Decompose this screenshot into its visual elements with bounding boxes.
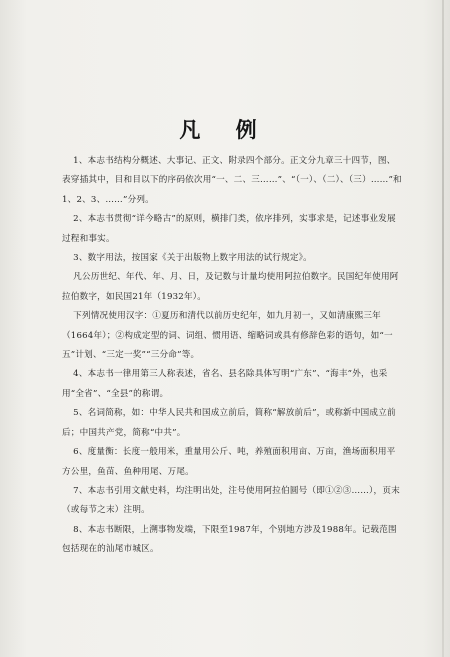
page-edge-shadow <box>442 0 444 657</box>
item-4: 4、本志书一律用第三人称表述，省名、县名除具体写明“广东”、“海丰”外，也采用“全省”、“全县”的称谓。 <box>62 369 388 399</box>
item-5: 5、名词简称，如：中华人民共和国成立前后，简称“解放前后”，或称新中国成立前后；中国共产党，简称“中共”。 <box>62 408 396 438</box>
conventions-body <box>62 152 402 560</box>
item-3-chinese-chars: 下列情况使用汉字：①夏历和清代以前历史纪年，如九月初一，又如清康熙三年（1664年）；②构成定型的词、词组、惯用语、缩略词或具有修辞色彩的语句，如“一五”计划、“三定一奖”“三分命”等。 <box>62 311 393 361</box>
item-6: 6、度量衡：长度一般用米，重量用公斤、吨，养殖面积用亩、万亩，渔场面积用平方公里，鱼苗、鱼种用尾、万尾。 <box>62 447 396 477</box>
page-title: 凡 例 <box>179 117 271 142</box>
item-2: 2、本志书贯彻“详今略古”的原则，横排门类，依序排列，实事求是，记述事业发展过程和事实。 <box>62 214 396 244</box>
item-7: 7、本志书引用文献史料，均注明出处，注号使用阿拉伯圆号（即①②③……），页末（或每节之末）注明。 <box>62 485 400 516</box>
item-8: 8、本志书断限，上溯事物发端，下限至1987年，个别地方涉及1988年。记载范围包括现在的汕尾市城区。 <box>62 524 397 555</box>
item-3-numerals: 凡公历世纪、年代、年、月、日，及记数与计量均使用阿拉伯数字。民国纪年使用阿拉伯数字，如民国21年（1932年）。 <box>62 272 399 302</box>
item-1: 1、本志书结构分概述、大事记、正文、附录四个部分。正文分九章三十四节，图、表穿插其中，目和目以下的序码依次用“一、二、三……”、“（一）、（二）、（三）……”和1、2、3、……”分列。 <box>62 156 402 205</box>
item-3: 3、数字用法，按国家《关于出版物上数字用法的试行规定》。 <box>73 253 312 264</box>
